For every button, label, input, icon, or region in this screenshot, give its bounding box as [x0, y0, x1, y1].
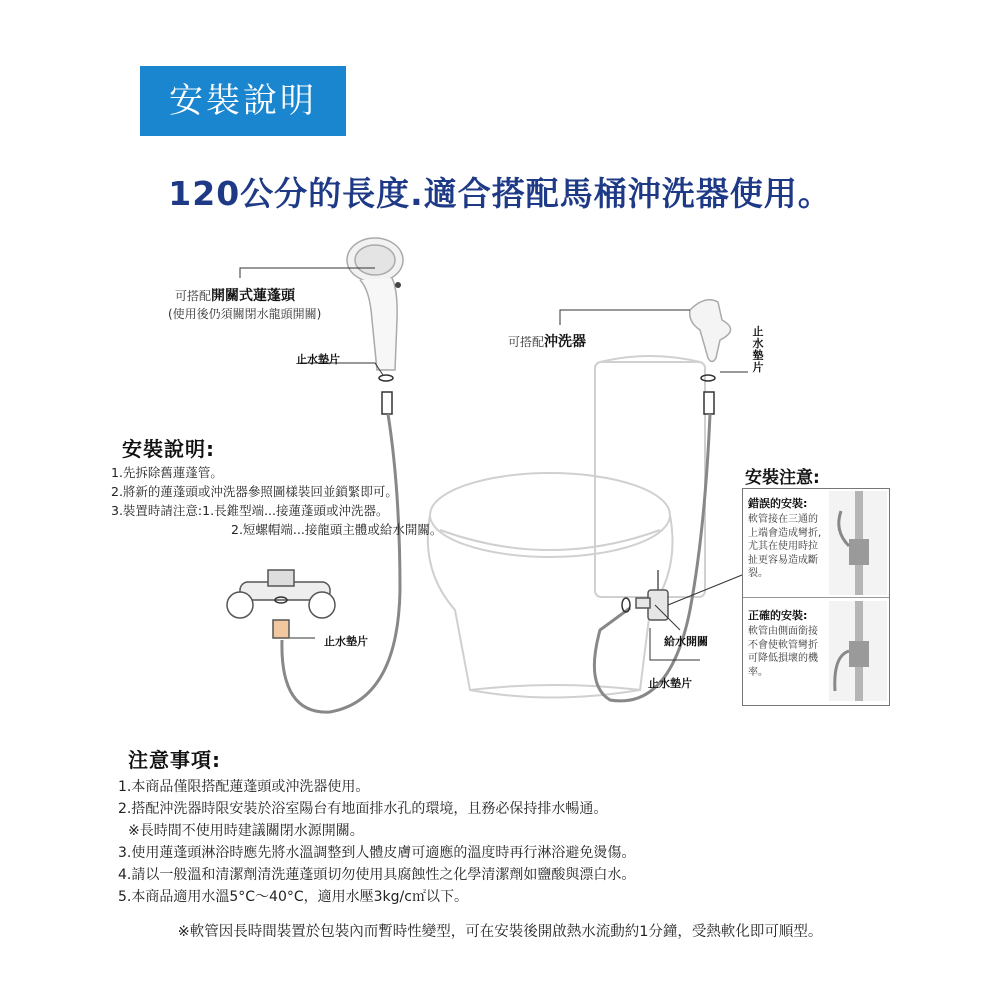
right-install: [748, 607, 826, 679]
right-install-title: 正確的安裝:: [748, 609, 808, 622]
notes-title: 注意事項:: [128, 748, 221, 772]
note-item: ※長時間不使用時建議關閉水源開關。: [128, 823, 364, 839]
install-steps: [111, 463, 442, 539]
gasket-label-faucet: 止水墊片: [324, 635, 368, 648]
angle-valve-drawing: [622, 570, 668, 620]
gasket-label-vertical: 止水墊片: [752, 325, 764, 374]
notes-list: [118, 776, 635, 908]
faucet-drawing: [227, 570, 335, 638]
bidet-label: [508, 331, 586, 351]
install-step: 1.先拆除舊蓮蓬管。: [111, 465, 223, 480]
caution-panel: [742, 488, 890, 706]
bidet-hose: [594, 414, 710, 701]
headline: 120公分的長度.適合搭配馬桶沖洗器使用。: [168, 174, 832, 213]
wrong-install-title: 錯誤的安裝:: [748, 497, 808, 510]
note-item: 2.搭配沖洗器時限安裝於浴室陽台有地面排水孔的環境，且務必保持排水暢通。: [118, 801, 608, 817]
shower-hose: [282, 414, 400, 712]
right-install-text: 軟管由側面銜接不會使軟管彎折可降低損壞的機率。: [748, 626, 818, 678]
install-step: 3.裝置時請注意:1.長錐型端...接蓮蓬頭或沖洗器。: [111, 503, 389, 518]
valve-photos: [829, 491, 887, 701]
washer-prefix: 可搭配: [508, 335, 545, 349]
note-item: 5.本商品適用水溫5°C～40°C，適用水壓3kg/c㎡以下。: [118, 889, 468, 905]
shower-head-note: (使用後仍須關閉水龍頭開關): [168, 307, 322, 321]
install-step: 2.將新的蓮蓬頭或沖洗器參照圖樣裝回並鎖緊即可。: [111, 484, 398, 499]
banner-title: 安裝說明: [140, 66, 346, 136]
install-title: 安裝說明:: [122, 437, 215, 461]
water-switch-label: 給水開關: [664, 635, 708, 648]
note-item: 3.使用蓮蓬頭淋浴時應先將水溫調整到人體皮膚可適應的溫度時再行淋浴避免燙傷。: [118, 845, 636, 861]
shower-head-label: [175, 285, 295, 305]
note-item: 1.本商品僅限搭配蓮蓬頭或沖洗器使用。: [118, 779, 370, 795]
install-step-sub: 2.短螺帽端...接龍頭主體或給水開關。: [231, 522, 443, 537]
gasket-label-valve: 止水墊片: [648, 677, 692, 690]
footer-note: ※軟管因長時間裝置於包裝內而暫時性變型，可在安裝後開啟熱水流動約1分鐘，受熱軟化即可順型。: [177, 924, 823, 940]
gasket-label-shower: 止水墊片: [296, 353, 340, 366]
shower-head-drawing: [347, 238, 403, 414]
wrong-install: [748, 495, 826, 581]
bidet-sprayer-drawing: [690, 300, 731, 414]
shower-name: 開關式蓮蓬頭: [211, 288, 296, 304]
washer-name: 沖洗器: [544, 334, 587, 350]
caution-title: 安裝注意:: [745, 468, 820, 488]
shower-prefix: 可搭配: [175, 289, 212, 303]
wrong-install-text: 軟管接在三通的上端會造成彎折,尤其在使用時拉扯更容易造成斷裂。: [748, 514, 822, 579]
note-item: 4.請以一般溫和清潔劑清洗蓮蓬頭切勿使用具腐蝕性之化學清潔劑如鹽酸與漂白水。: [118, 867, 636, 883]
